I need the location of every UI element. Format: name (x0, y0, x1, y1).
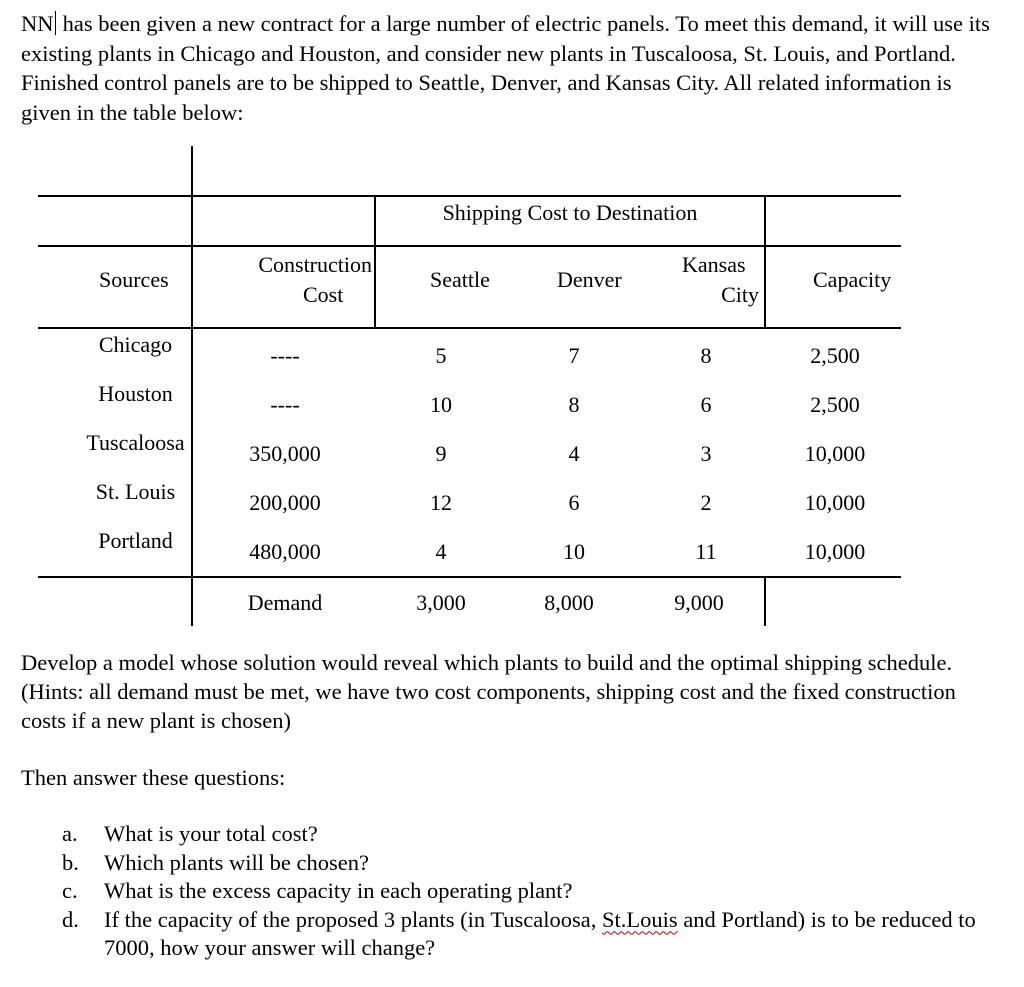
header-shipping-cost: Shipping Cost to Destination (442, 200, 698, 225)
table-row-kansas-city: 8 (700, 343, 712, 368)
header-sources: Sources (99, 267, 169, 292)
list-item (0, 849, 1000, 878)
list-marker: a. (62, 821, 78, 846)
header-capacity: Capacity (813, 267, 892, 292)
table-rule-group (38, 245, 901, 247)
text-cursor (55, 11, 57, 35)
list-marker: b. (62, 849, 79, 875)
table-rule-demand-end (764, 576, 766, 626)
table-rule-sources-divider (191, 146, 193, 626)
header-construction-line2: Cost (303, 282, 344, 307)
list-item (0, 906, 1000, 963)
table-row-capacity: 2,500 (810, 343, 860, 368)
table-row-source: Chicago (98, 332, 173, 357)
table-row-construction: ---- (270, 343, 300, 368)
table-row-capacity: 10,000 (804, 490, 866, 515)
demand-label: Demand (247, 590, 323, 615)
table-row-seattle: 9 (435, 441, 447, 466)
table-row-denver: 7 (568, 343, 580, 368)
intro-text: has been given a new contract for a large number of electric panels. To meet this demand, it will use its existing plants in Chicago and Houston, and consider new plants in Tuscaloosa, St. Louis, and Portland. Finished control panels are to be shipped to Seattle, Denver, and Kansas City. All related information is given in the table below: (21, 11, 990, 125)
question-text-before: If the capacity of the proposed 3 plants (in Tuscaloosa, (104, 906, 603, 932)
list-item (0, 877, 1000, 906)
table-row-kansas-city: 3 (700, 441, 712, 466)
table-row-denver: 10 (563, 539, 585, 564)
table-row-seattle: 10 (430, 392, 452, 417)
table-row-source: St. Louis (95, 479, 176, 504)
table-row-kansas-city: 6 (700, 392, 712, 417)
table-row-kansas-city: 2 (700, 490, 712, 515)
company-name: NN (21, 11, 54, 36)
table-row-capacity: 10,000 (804, 539, 866, 564)
table-rule-capacity-divider (764, 195, 766, 327)
table-row-capacity: 10,000 (804, 441, 866, 466)
table-row-construction: 200,000 (249, 490, 321, 515)
header-kansas-city-line1: Kansas (682, 252, 746, 277)
questions-intro: Then answer these questions: (21, 765, 286, 790)
question-text-after: and Portland) is to be reduced to 7000, how your answer will change? (104, 906, 976, 960)
question-text: What is the excess capacity in each operating plant? (104, 878, 573, 903)
demand-seattle: 3,000 (416, 590, 466, 615)
demand-kansas-city: 9,000 (674, 590, 724, 615)
header-seattle: Seattle (430, 267, 490, 292)
table-row-kansas-city: 11 (695, 539, 717, 564)
list-marker: d. (62, 906, 79, 932)
table-rule-top (38, 195, 901, 197)
table-row-construction: ---- (270, 392, 300, 417)
intro-paragraph (21, 9, 1001, 127)
questions-list (0, 820, 1000, 963)
list-item (0, 820, 1000, 849)
table-row-seattle: 4 (435, 539, 447, 564)
question-text: Which plants will be chosen? (104, 849, 369, 875)
demand-denver: 8,000 (544, 590, 594, 615)
table-row-source: Houston (98, 381, 173, 406)
model-paragraph: Develop a model whose solution would reveal which plants to build and the optimal shipping schedule. (Hints: all demand must be met, we have two cost components, shipping cost and the fixed construction costs if a new plant is chosen) (21, 650, 956, 733)
header-denver: Denver (557, 267, 622, 292)
table-row-seattle: 5 (435, 343, 447, 368)
table-row-construction: 480,000 (249, 539, 321, 564)
table-row-source: Portland (98, 528, 173, 553)
table-row-source: Tuscaloosa (86, 430, 185, 455)
question-text: What is your total cost? (104, 821, 318, 846)
table-rule-bottom (38, 576, 901, 578)
table-row-denver: 4 (568, 441, 580, 466)
table-row-denver: 8 (568, 392, 580, 417)
table-rule-header (38, 327, 901, 329)
table-rule-construction-divider (374, 195, 376, 327)
spellcheck-flagged-word[interactable]: St.Louis (602, 906, 678, 932)
list-marker: c. (62, 878, 78, 903)
table-row-capacity: 2,500 (810, 392, 860, 417)
table-row-construction: 350,000 (249, 441, 321, 466)
table-row-denver: 6 (568, 490, 580, 515)
table-row-seattle: 12 (430, 490, 452, 515)
header-kansas-city-line2: City (721, 282, 759, 307)
header-construction-line1: Construction (258, 252, 372, 277)
